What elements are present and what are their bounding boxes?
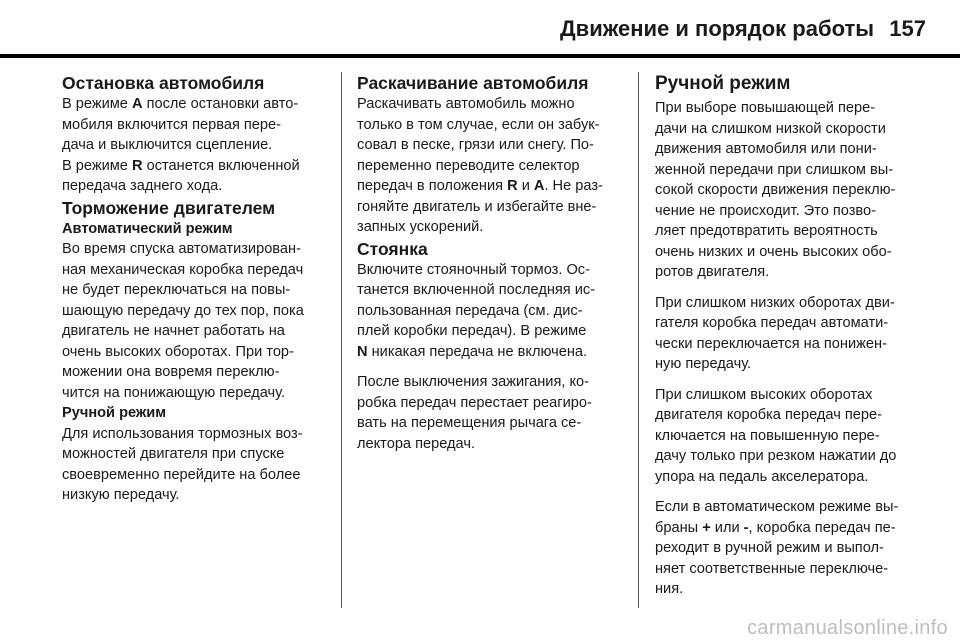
text-line: лектора передач. bbox=[357, 435, 476, 452]
mode-a-symbol: A bbox=[131, 96, 143, 112]
text-line: можностей двигателя при спуске bbox=[62, 446, 285, 462]
page-title: Движение и порядок работы bbox=[560, 16, 875, 41]
column-2 bbox=[357, 72, 633, 454]
heading-engine-braking: Торможение двигателем bbox=[62, 197, 276, 218]
column-divider-left bbox=[341, 72, 342, 608]
mode-a-symbol: A bbox=[533, 178, 545, 194]
text-line: очень низких и очень высоких обо- bbox=[655, 243, 892, 260]
column-divider-right bbox=[638, 72, 639, 608]
text-line: В режиме A после остановки авто- bbox=[62, 96, 299, 112]
text-line: ротов двигателя. bbox=[655, 264, 770, 280]
minus-symbol: - bbox=[743, 519, 749, 536]
text-line: передача заднего хода. bbox=[62, 178, 223, 194]
text-line: ную передачу. bbox=[655, 356, 752, 372]
text-line: робка передач перестает реагиро- bbox=[357, 394, 592, 411]
text-line: гателя коробка передач автомати- bbox=[655, 315, 889, 331]
text-line: дачу только при резком нажатии до bbox=[655, 448, 897, 464]
text-line: При выборе повышающей пере- bbox=[655, 100, 876, 116]
plus-symbol: + bbox=[702, 519, 711, 536]
text-line: Раскачивать автомобиль можно bbox=[357, 96, 575, 112]
text-line: В режиме R останется включенной bbox=[62, 157, 300, 174]
mode-r-symbol: R bbox=[507, 178, 518, 194]
text-line: низкую передачу. bbox=[62, 487, 180, 503]
text-line: дача и выключится сцепление. bbox=[62, 137, 273, 153]
text-line: плей коробки передач). В режиме bbox=[357, 323, 587, 339]
text-line: танется включенной последняя ис- bbox=[357, 282, 596, 298]
text-line: не будет переключаться на повы- bbox=[62, 282, 291, 298]
text-line: только в том случае, если он забук- bbox=[357, 116, 600, 133]
text-line: мобиля включится первая пере- bbox=[62, 116, 282, 133]
text-line: чение не происходит. Это позво- bbox=[655, 202, 876, 219]
text-line: упора на педаль акселератора. bbox=[655, 468, 869, 485]
text-line: чится на понижающую передачу. bbox=[62, 384, 286, 401]
text-line: своевременно перейдите на более bbox=[62, 466, 301, 483]
text-line: дачи на слишком низкой скорости bbox=[655, 120, 886, 137]
column-3 bbox=[655, 72, 927, 600]
mode-n-symbol: N bbox=[357, 343, 368, 360]
text-line: Включите стояночный тормоз. Ос- bbox=[357, 261, 590, 278]
heading-rocking: Раскачивание автомобиля bbox=[357, 73, 589, 93]
text-line: После выключения зажигания, ко- bbox=[357, 374, 589, 390]
heading-parking: Стоянка bbox=[357, 238, 428, 259]
text-line: N никакая передача не включена. bbox=[357, 343, 588, 360]
text-line: ляет предотвратить вероятность bbox=[655, 223, 878, 239]
text-line: запных ускорений. bbox=[357, 219, 484, 235]
subheading-auto-mode: Автоматический режим bbox=[62, 220, 233, 237]
text-line: гоняйте двигатель и избегайте вне- bbox=[357, 198, 597, 215]
text-line: Для использования тормозных воз- bbox=[62, 425, 303, 442]
text-line: Во время спуска автоматизирован- bbox=[62, 241, 301, 257]
text-line: чески переключается на понижен- bbox=[655, 335, 887, 352]
text-line: совал в песке, грязи или снегу. По- bbox=[357, 137, 594, 153]
text-line: переменно переводите селектор bbox=[357, 157, 580, 174]
text-line: Если в автоматическом режиме вы- bbox=[655, 499, 899, 515]
text-line: женной передачи при слишком вы- bbox=[655, 161, 894, 178]
text-line: ная механическая коробка передач bbox=[62, 261, 304, 278]
text-line: ключается на повышенную пере- bbox=[655, 427, 880, 444]
mode-r-symbol: R bbox=[131, 157, 143, 174]
text-line: При слишком низких оборотах дви- bbox=[655, 294, 895, 311]
text-line: няет соответственные переключе- bbox=[655, 560, 889, 577]
text-line: очень высоких оборотах. При тор- bbox=[62, 343, 294, 360]
page-number: 157 bbox=[889, 16, 926, 41]
heading-stop: Остановка автомобиля bbox=[62, 73, 265, 93]
text-line: ния. bbox=[655, 581, 684, 597]
text-line: браны + или -, коробка передач пе- bbox=[655, 519, 896, 536]
header-rule bbox=[0, 54, 960, 58]
text-line: движения автомобиля или пони- bbox=[655, 141, 877, 157]
text-line: вать на перемещения рычага се- bbox=[357, 415, 582, 431]
watermark: carmanualsonline.info bbox=[747, 617, 948, 639]
subheading-manual-mode: Ручной режим bbox=[62, 405, 167, 421]
text-line: сокой скорости движения переклю- bbox=[655, 182, 896, 198]
text-line: пользованная передача (см. дис- bbox=[357, 302, 583, 319]
text-line: двигателя коробка передач пере- bbox=[655, 407, 882, 423]
column-1 bbox=[62, 72, 334, 506]
text-line: двигатель не начнет работать на bbox=[62, 323, 285, 339]
text-line: реходит в ручной режим и выпол- bbox=[655, 540, 884, 556]
text-line: При слишком высоких оборотах bbox=[655, 386, 873, 403]
text-line: передач в положения R и A. Не раз- bbox=[357, 178, 603, 194]
heading-manual-mode: Ручной режим bbox=[655, 73, 791, 94]
text-line: можении она вовремя переклю- bbox=[62, 364, 280, 380]
text-line: шающую передачу до тех пор, пока bbox=[62, 302, 304, 319]
